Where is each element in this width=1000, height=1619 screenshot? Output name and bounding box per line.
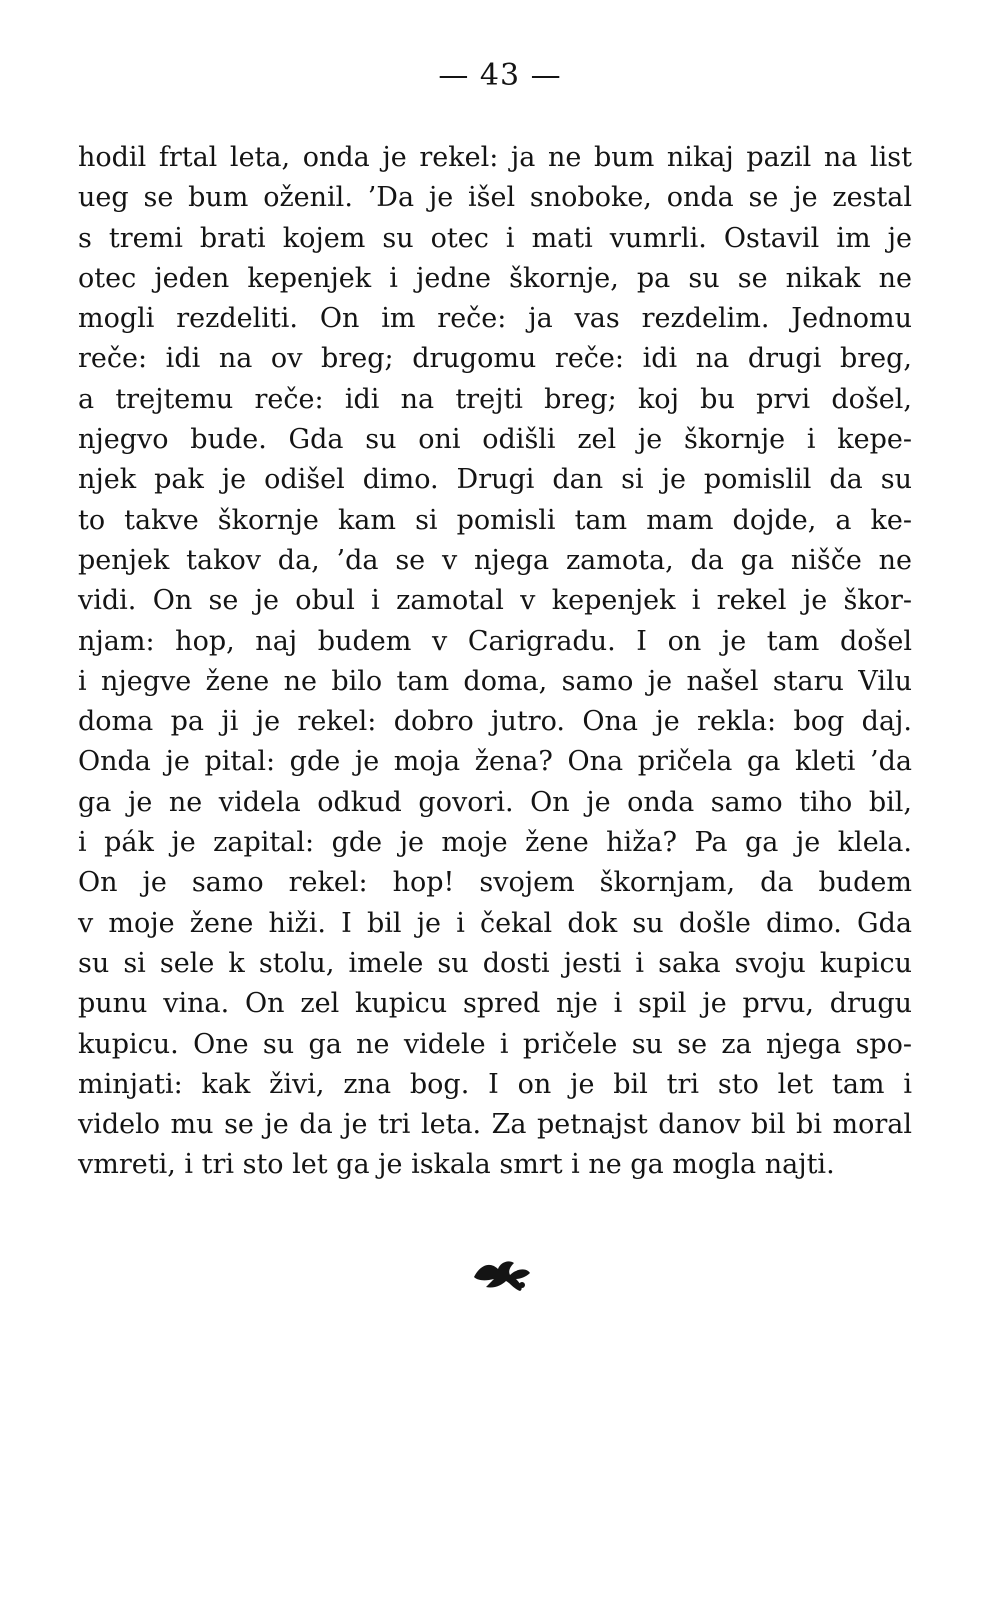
text-line: punu vina. On zel kupicu spred nje i spil je prvu, drugu [78,988,912,1020]
text-line: kupicu. One su ga ne videle i pričele su se za njega spo- [78,1028,912,1060]
text-line: vmreti, i tri sto let ga je iskala smrt i ne ga mogla najti. [78,1149,835,1181]
text-line: On je samo rekel: hop! svojem škornjam, da budem [78,867,912,899]
text-line: v moje žene hiži. I bil je i čekal dok su došle dimo. Gda [78,907,912,939]
text-line: mogli rezdeliti. On im reče: ja vas rezdelim. Jednomu [78,303,912,335]
text-line: hodil frtal leta, onda je rekel: ja ne bum nikaj pazil na list [78,142,912,173]
text-line: reče: idi na ov breg; drugomu reče: idi na drugi breg, [78,343,912,375]
fleuron-bird-icon [470,1255,534,1295]
text-line: minjati: kak živi, zna bog. I on je bil tri sto let tam i [78,1068,912,1100]
text-line: doma pa ji je rekel: dobro jutro. Ona je rekla: bog daj. [78,706,912,738]
text-line: Onda je pital: gde je moja žena? Ona pričela ga kleti ’da [78,746,912,778]
text-line: njam: hop, naj budem v Carigradu. I on je tam došel [78,625,912,657]
text-line: a trejtemu reče: idi na trejti breg; koj bu prvi došel, [78,383,912,415]
text-line: njegvo bude. Gda su oni odišli zel je škornje i kepe- [78,424,912,456]
text-line: vidi. On se je obul i zamotal v kepenjek i rekel je škor- [78,585,912,617]
text-line: i pák je zapital: gde je moje žene hiža? Pa ga je klela. [78,827,912,859]
text-line: to takve škornje kam si pomisli tam mam dojde, a ke- [78,504,912,536]
text-line: penjek takov da, ’da se v njega zamota, da ga nišče ne [78,544,912,576]
text-line: videlo mu se je da je tri leta. Za petnajst danov bil bi moral [78,1109,912,1141]
text-line: njek pak je odišel dimo. Drugi dan si je pomislil da su [78,464,912,496]
text-line: i njegve žene ne bilo tam doma, samo je našel staru Vilu [78,665,912,697]
page-number: — 43 — [438,58,562,93]
text-line: ga je ne videla odkud govori. On je onda samo tiho bil, [78,786,912,818]
text-line: s tremi brati kojem su otec i mati vumrli. Ostavil im je [78,222,912,254]
text-line: ueg se bum oženil. ’Da je išel snoboke, onda se je zestal [78,182,912,214]
body-text [78,138,912,1186]
text-line: otec jeden kepenjek i jedne škornje, pa su se nikak ne [78,262,912,294]
text-line: su si sele k stolu, imele su dosti jesti i saka svoju kupicu [78,947,912,979]
